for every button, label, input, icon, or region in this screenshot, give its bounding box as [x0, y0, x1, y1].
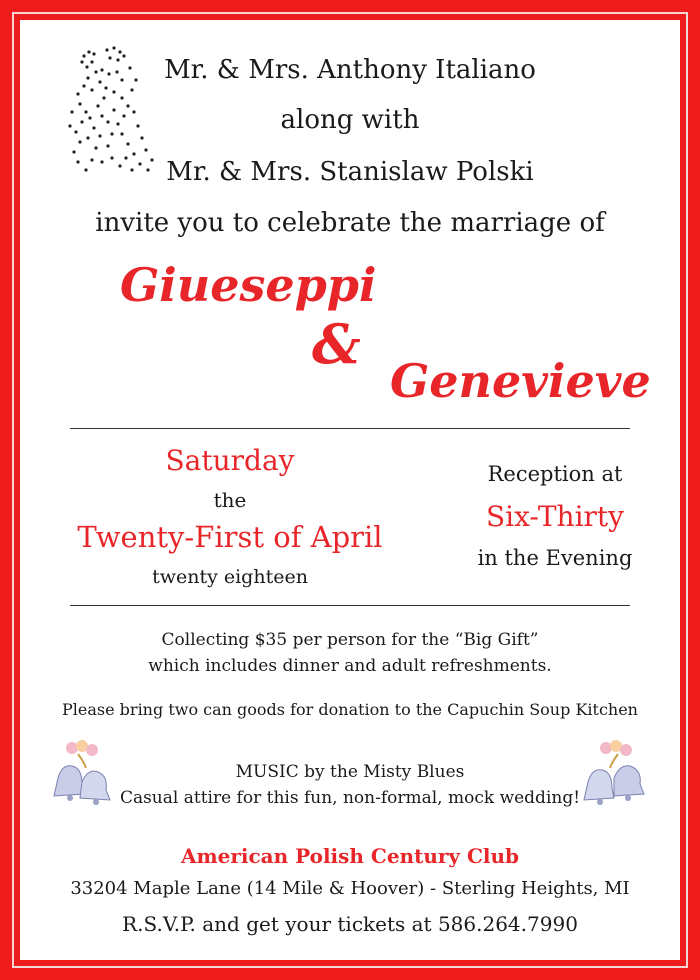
- reception-time: Six-Thirty: [485, 500, 625, 533]
- ampersand: &: [312, 312, 361, 376]
- venue-name: American Polish Century Club: [180, 844, 520, 868]
- reception-period: in the Evening: [477, 546, 633, 570]
- invitation-card: [20, 20, 680, 960]
- gift-line: Collecting $35 per person for the “Big Gift”: [161, 630, 539, 650]
- divider-top: [70, 428, 630, 429]
- wedding-year: twenty eighteen: [152, 566, 308, 588]
- divider-bottom: [70, 605, 630, 606]
- reception-label: Reception at: [487, 462, 623, 486]
- donation-line: Please bring two can goods for donation to the Capuchin Soup Kitchen: [62, 700, 638, 719]
- date-the: the: [213, 488, 247, 512]
- wedding-date: Twenty-First of April: [77, 520, 383, 554]
- host-line-1: Mr. & Mrs. Anthony Italiano: [164, 55, 536, 85]
- dinner-line: which includes dinner and adult refreshments.: [148, 656, 552, 676]
- venue-address: 33204 Maple Lane (14 Mile & Hoover) - Sterling Heights, MI: [70, 878, 630, 899]
- groom-name: Giueseppi: [120, 258, 377, 312]
- host-line-2: along with: [280, 105, 420, 135]
- bride-name: Genevieve: [390, 354, 651, 408]
- wedding-day: Saturday: [165, 444, 295, 477]
- invite-line: invite you to celebrate the marriage of: [95, 208, 605, 238]
- music-line: MUSIC by the Misty Blues: [235, 762, 465, 782]
- rsvp-line: R.S.V.P. and get your tickets at 586.264.7990: [122, 912, 578, 936]
- host-line-3: Mr. & Mrs. Stanislaw Polski: [166, 157, 534, 187]
- attire-line: Casual attire for this fun, non-formal, mock wedding!: [119, 788, 581, 808]
